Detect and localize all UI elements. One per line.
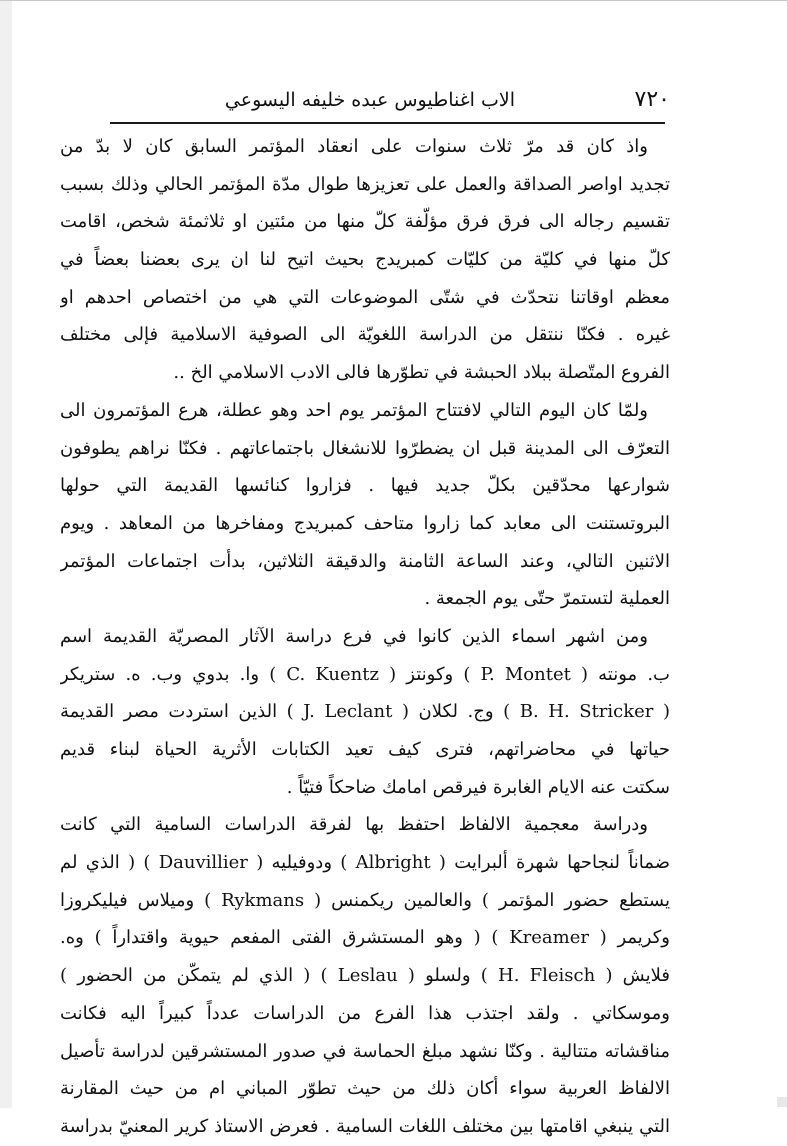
text-line: واذ كان قد مرّ ثلاث سنوات على انعقاد المؤتمر السابق كان لا بدّ من (60, 136, 648, 157)
page-header (110, 87, 670, 121)
text-line: وموسكاتي . ولقد اجتذب هذا الفرع من الدراسات عدداً كبيراً اليه فكانت (60, 1002, 670, 1024)
text-line: يستطع حضور المؤتمر ) والعالمين ريكمنس ( Rykmans ) وميلاس فيليكروزا (60, 889, 670, 911)
text-line: الالفاظ العربية سواء أكان ذلك من حيث تطوّر المباني ام من حيث المقارنة (60, 1078, 670, 1100)
text-line: كلّ منها في كليّة من كليّات كمبريدج بحيث اتيح لنا ان يرى بعضنا بعضاً في (60, 249, 670, 271)
text-line: ضماناً لنجاحها شهرة ألبرايت ( Albright ) ودوفيليه ( Dauvillier ) ( الذي لم (60, 852, 670, 874)
text-line: سكتت عنه الايام الغابرة فيرقص امامك ضاحكاً فتيّاً . (286, 776, 670, 798)
text-line: البروتستنت الى معابد كما زاروا متاحف كمبريدج ومفاخرها من المعاهد . ويوم (60, 512, 670, 534)
page-corner (777, 1097, 787, 1107)
page-number: ٧٢٠ (634, 87, 670, 112)
text-line: ولمّا كان اليوم التالي لافتتاح المؤتمر يوم احد وهو عطلة، هرع المؤتمرون الى (60, 399, 648, 421)
text-line: ( B. H. Stricker ) وج. لكلان ( J. Leclant ) الذين استردت مصر القديمة (60, 701, 670, 723)
text-line: تقسيم رجاله الى فرق فرق مؤلّفة كلّ منها من مئتين او ثلاثمئة شخص، اقامت (60, 211, 670, 233)
text-line: معظم اوقاتنا نتحدّث في شتّى الموضوعات التي هي من اختصاص احدهم او (60, 286, 670, 308)
header-rule (110, 122, 665, 124)
text-line: الفروع المتّصلة ببلاد الحبشة في تطوّرها فالى الادب الاسلامي الخ .. (173, 362, 670, 384)
text-line: فلايش ( H. Fleisch ) ولسلو ( Leslau ) ( الذي لم يتمكّن من الحضور ) (60, 965, 670, 987)
text-line: ب. مونته ( P. Montet ) وكونتز ( C. Kuentz ) وا. بدوي وب. ه. ستريكر (60, 663, 670, 685)
text-line: التعرّف الى المدينة قبل ان يضطرّوا للانشغال باجتماعاتهم . فكنّا نراهم يطوفون (60, 437, 670, 459)
text-line: ودراسة معجمية الالفاظ احتفظ بها لفرقة الدراسات السامية التي كانت (60, 814, 648, 836)
text-line: تجديد اواصر الصداقة والعمل على تعزيزها طوال مدّة المؤتمر الحالي وذلك بسبب (60, 173, 670, 195)
text-line: شوارعها محدّقين بكلّ جديد فيها . فزاروا كنائسها القديمة التي حولها (60, 475, 670, 497)
scan-edge (0, 1, 12, 1108)
body-text (60, 128, 670, 1146)
text-line: وكريمر ( Kreamer ) ( وهو المستشرق الفتى المفعم حيوية واقتداراً ) وه. (60, 927, 670, 949)
text-line: حياتها في محاضراتهم، فترى كيف تعيد الكتابات الأثرية الحياة لبناء قديم (60, 739, 670, 760)
text-line: التي ينبغي اقامتها بين مختلف اللغات السامية . فعرض الاستاذ كرير المعنيّ بدراسة (60, 1115, 670, 1137)
text-line: غيره . فكنّا ننتقل من الدراسة اللغويّة الى الصوفية الاسلامية فإلى مختلف (60, 324, 670, 346)
text-line: الاثنين التالي، وعند الساعة الثامنة والدقيقة الثلاثين، بدأت اجتماعات المؤتمر (60, 550, 670, 572)
running-head: الاب اغناطيوس عبده خليفه اليسوعي (224, 89, 515, 111)
text-line: مناقشاته متتالية . وكنّا نشهد مبلغ الحماسة في صدور المستشرقين لدراسة تأصيل (60, 1040, 670, 1062)
text-line: العملية لتستمرّ حتّى يوم الجمعة . (424, 588, 670, 610)
text-line: ومن اشهر اسماء الذين كانوا في فرع دراسة الآثار المصريّة القديمة اسم (60, 625, 648, 647)
